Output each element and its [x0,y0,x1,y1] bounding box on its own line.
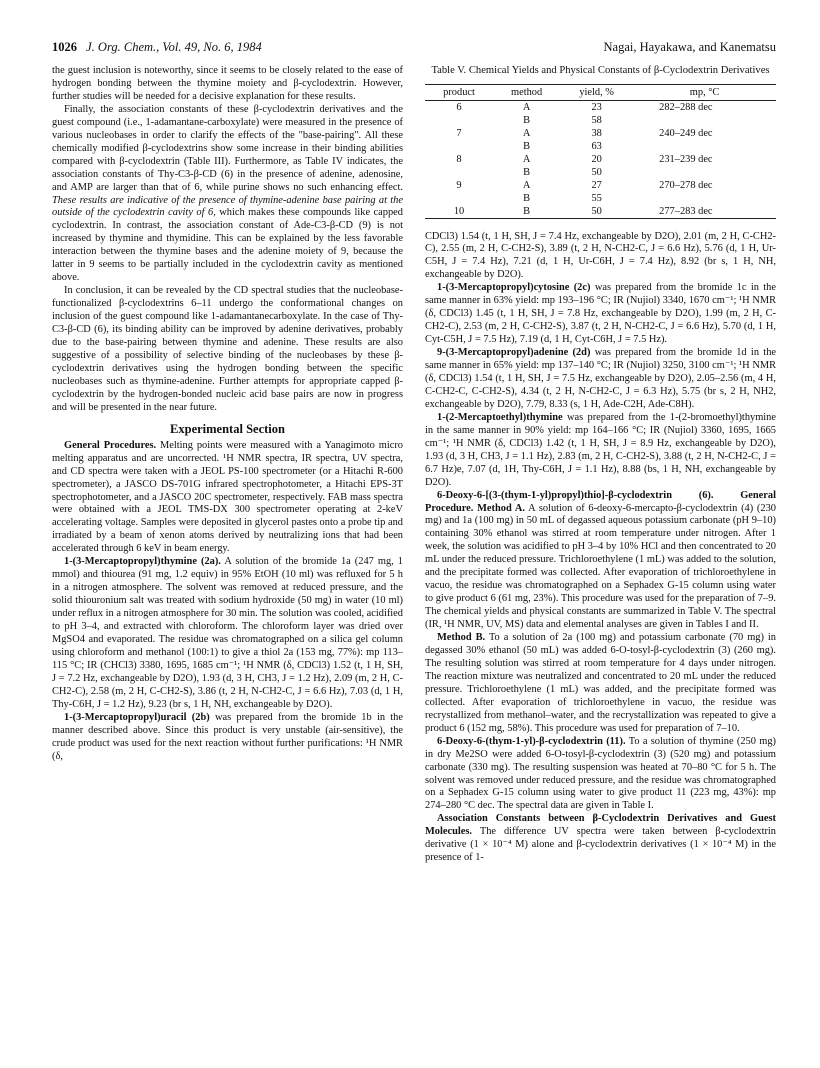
paragraph [52,712,403,764]
table-cell: 240–249 dec [659,127,713,139]
table-cell: 50 [560,205,633,219]
paragraph [52,440,403,557]
paragraph: the guest inclusion is noteworthy, since it seems to be closely related to the ease of hydrogen bonding between the thymine moiety and β-cyclodextrin. However, further studies will be needed for a decisive explanation for these results. [52,65,403,102]
table-cell: A [522,127,531,139]
table-cell [633,140,776,153]
text-run: The difference UV spectra were taken between β-cyclodextrin derivative (1 × 10⁻⁴ M) alone and β-cyclodextrin derivatives (1 × 10⁻⁴ M) in the presence of 1- [425,826,776,864]
table-row [425,114,776,127]
table-cell: 50 [591,166,602,178]
paragraph [425,347,776,412]
paragraph-heading: General Procedures. [64,439,157,451]
table-cell: 20 [591,153,602,165]
table-cell: 282–288 dec [659,101,713,113]
table-cell: 7 [456,127,462,139]
paragraph-heading: Method B. [437,632,486,644]
paragraph-heading: 1-(2-Mercaptoethyl)thymine [437,411,563,423]
paragraph: In conclusion, it can be revealed by the CD spectral studies that the nucleobase-functionalized β-cyclodextrins 6–11 undergo the conformational changes on inclusion of the guest compound like 1-adamantanecarboxylate. In the case of Thy-C3-β-CD (6), its binding ability can be improved by adenine derivatives, probably due to the base-pairing between thymine and adenine. These results are also suggestive of a possibility of selective binding of the nucleobases by these β-cyclodextrin derivatives using the hydrogen bonding between the specific nucleobases such as thymine-adenine. Further attempts for appropriate capped β-cyclodextrin by the hydrogen-bonded nucleic acid base pairs are now in progress and will be presented in the near future. [52,285,403,413]
table-title: Table V. Chemical Yields and Physical Constants of β-Cyclodextrin Derivatives [431,65,770,76]
paragraph [52,104,403,285]
table-cell: 10 [425,205,493,219]
paragraph [425,813,776,865]
paragraph [425,632,776,736]
header-authors: Nagai, Hayakawa, and Kanematsu [603,40,776,54]
paragraph-heading: 9-(3-Mercaptopropyl)adenine (2d) [437,347,591,359]
table-cell: 58 [591,114,602,126]
page-header [52,40,776,55]
paragraph [425,412,776,490]
paragraph [425,490,776,632]
table-row [425,166,776,179]
paragraph [425,282,776,347]
right-column [425,65,776,865]
column-header: yield, % [560,84,633,100]
table-cell [633,192,776,205]
table-cell [425,166,493,179]
column-header: product [425,84,493,100]
text-run: was prepared from the bromide 1c in the same manner in 63% yield: mp 193–196 °C; IR (Nujiol) 3340, 1670 cm⁻¹; ¹H NMR (δ, CDCl3) 1.45 (t, 1 H, SH, J = 7.8 Hz, exchangeable by D2O), 1.99 (m, 2 H, C-CH2-C), 2.53 (m, 2 H, C-CH2-S), 3.87 (t, 2 H, N-CH2-C, J = 6.6 Hz), 5.70 (d, 1 H, Cyt-C5H, J = 7.5 Hz), 7.19 (d, 1 H, Cyt-C6H, J = 7.5 Hz). [425,282,776,346]
text-run: was prepared from the bromide 1d in the same manner in 65% yield: mp 137–140 °C; IR (Nujiol) 3250, 3100 cm⁻¹; ¹H NMR (δ, CDCl3) 1.54 (t, 1 H, SH, J = 7.5 Hz, exchangeable by D2O), 2.05–2.56 (m, 4 H, C-CH2-C, C-CH2-S), 4.34 (t, 2 H, N-CH2-C, J = 6.3 Hz), 5.75 (br s, 2 H, NH2, exchangeable by D2O), 7.79, 8.33 (s, 1 H, Ade-C2H, Ade-C8H). [425,347,777,410]
table-row [425,205,776,219]
table-cell [633,114,776,127]
text-run: To a solution of thymine (250 mg) in dry Me2SO were added 6-O-tosyl-β-cyclodextrin (3) (520 mg) and potassium carbonate (330 mg). The resulting suspension was heated at 70–80 °C for 5 h. The solvent was removed under reduced pressure, and the residue was chromatographed on a Sephadex G-15 column using water to give product 11 (223 mg, 43%): mp 274–280 °C dec. The spectral data are given in Table I. [425,735,776,812]
text-run: Melting points were measured with a Yanagimoto micro melting apparatus and are uncorrected. ¹H NMR spectra, IR spectra, UV spectra, and CD spectra were taken with a JEOL PS-100 spectrometer (or a Hitachi R-600 spectrometer), a JASCO DS-701G infrared spectrophotometer, a Hitachi EPS-3T spectrophotometer, and a JASCO 20C spectrometer, respectively. FAB mass spectra were obtained with a JEOL TMS-DX 300 spectrometer operating at 2-keV accelerating voltage. Samples were deposited in glycerol pastes onto a probe tip and irradiated by a beam of xenon atoms derived by neutralizing ions that had been accelerated through 6 keV in beam energy. [52,439,403,555]
table-cell: A [522,153,531,165]
table-cell: 55 [591,192,602,204]
two-column-body [52,65,776,865]
table-cell: 8 [456,153,462,165]
yields-table [425,84,776,219]
table-cell: 6 [456,101,462,113]
paragraph-heading: 1-(3-Mercaptopropyl)uracil (2b) [64,711,210,723]
table-header-row [425,84,776,100]
table-cell: A [522,179,531,191]
table-cell: 277–283 dec [633,205,776,219]
paragraph-heading: 6-Deoxy-6-(thym-1-yl)-β-cyclodextrin (11). [437,735,626,747]
text-run: A solution of the bromide 1a (247 mg, 1 mmol) and thiourea (91 mg, 1.2 equiv) in 95% EtOH (10 ml) was refluxed for 5 h in a nitrogen atmosphere. The solvent was removed at reduced pressure, and the solid thiouronium salt was treated with sodium hydroxide (50 mg) in water (10 ml) under reflux in a nitrogen atmosphere for 30 min. The solution was cooled, acidified to pH 3–4, and extracted with chloroform. The chloroform layer was dried over MgSO4 and evaporated. The residue was chromatographed on a silica gel column using chloroform and methanol (100:1) to give a thiol 2a (153 mg, 77%): mp 113–115 °C; IR (CHCl3) 3380, 1695, 1685 cm⁻¹; ¹H NMR (δ, CDCl3) 1.52 (t, 1 H, SH, J = 7.2 Hz, exchangeable by D2O), 1.93 (d, 3 H, CH3, J = 1.2 Hz), 2.09 (m, 2 H, C-CH2-C), 2.58 (m, 2 H, C-CH2-S), 3.86 (t, 2 H, N-CH2-C, J = 6.6 Hz), 7.03 (d, 1 H, Thy-C6H, J = 1.2 Hz), 9.23 (br s, 1 H, NH, exchangeable by D2O). [52,556,403,710]
table-cell: B [523,140,531,152]
text-run: which makes these compounds like capped cyclodextrin. In contrast, the association constant of Ade-C3-β-CD (9) is not increased by thymine and thymidine. This can be explained by the less favorable interaction between the thymine bases and the adenine moiety of 9, because the latter in 9 seems to be partially included in the cyclodextrin cavity as mentioned above. [52,207,403,284]
table-cell: B [523,166,531,178]
table-cell: 270–278 dec [659,179,713,191]
table-cell: 63 [591,140,602,152]
table-cell: B [523,192,531,204]
table-cell: 38 [591,127,602,139]
table-cell [425,192,493,205]
table-cell: 27 [591,179,602,191]
text-run: was prepared from the 1-(2-bromoethyl)thymine in the same manner in 90% yield: mp 164–166 °C; IR (Nujiol) 3360, 1695, 1665 cm⁻¹; ¹H NMR (δ, CDCl3) 1.42 (t, 1 H, SH, J = 8.9 Hz, exchangeable by D2O), 1.93 (d, 3 H, CH3, J = 1.1 Hz), 2.83 (m, 2 H, C-CH2-S), 3.88 (t, 2 H, N-CH2-C, J = 6.7 Hz)e, 7.07 (d, 1H, Thy-C6H, J = 1.1 Hz), 8.88 (bs, 1 H, NH, exchangeable by D2O). [425,411,776,488]
paragraph [425,736,776,814]
table-row [425,127,776,140]
table-row [425,140,776,153]
paragraph-heading: 1-(3-Mercaptopropyl)cytosine (2c) [437,282,591,294]
table-cell: B [523,114,531,126]
table-row [425,100,776,114]
paragraph: CDCl3) 1.54 (t, 1 H, SH, J = 7.4 Hz, exchangeable by D2O), 2.01 (m, 2 H, C-CH2-C), 2.55 (m, 2 H, C-CH2-S), 3.89 (t, 2 H, N-CH2-C, J = 6.6 Hz), 5.76 (d, 1 H, Ur-C5H, J = 7.4 Hz), 7.21 (d, 1 H, Ur-C6H, J = 7.4 Hz), 8.92 (br s, 1 H, NH, exchangeable by D2O). [425,230,776,281]
table-cell: A [522,101,531,113]
paragraph-heading: Association Constants between β-Cyclodextrin Derivatives and Guest Molecules. [425,813,776,838]
table-row [425,192,776,205]
table-cell: B [493,205,560,219]
paragraph-heading: 1-(3-Mercaptopropyl)thymine (2a). [64,556,221,568]
page-number: 1026 [52,40,77,54]
table-cell [633,166,776,179]
paragraph [52,556,403,711]
column-header: mp, °C [633,84,776,100]
table-row [425,179,776,192]
emphasis-text: These results are indicative of the presence of thymine-adenine base pairing at the outside of the cyclodextrin cavity of 6, [52,194,403,219]
left-column [52,65,403,865]
journal-citation: J. Org. Chem., Vol. 49, No. 6, 1984 [86,40,262,54]
table-cell [425,140,493,153]
text-run: A solution of 6-deoxy-6-mercapto-β-cyclodextrin (4) (230 mg) and 1a (100 mg) in 50 mL of degassed aqueous potassium carbonate (pH 9–10) containing 30% ethanol was stirred at room temperature under nitrogen. After 1 week, the solution was acidified to pH 3–4 by 10% HCl and then concentrated to 20 mL under the reduced pressure. Trichloroethylene (1 mL) was added to the solution, and the precipitate formed was collected. After evaporation of trichloroethylene in vacuo, the residue was chromatographed on a Sephadex G-15 column using water to give product 6 (61 mg, 23%). This procedure was used for the preparation of 7–9. The chemical yields and physical constants are summarized in Table V. The spectral (IR, ¹H NMR, UV, MS) data and elemental analyses are given in Tables I and II. [425,502,776,631]
table-cell: 23 [591,101,602,113]
text-run: was prepared from the bromide 1b in the manner described above. Since this product is very unstable (air-sensitive), the crude product was used for the next reaction without further purifications: ¹H NMR (δ, [52,711,403,762]
header-left [52,40,262,55]
table-row [425,153,776,166]
table-cell: 9 [456,179,462,191]
text-run: To a solution of 2a (100 mg) and potassium carbonate (70 mg) in degassed 30% ethanol (50 mL) was added 6-O-tosyl-β-cyclodextrin (3) (260 mg). The resulting solution was stirred at room temperature for 4 days under nitrogen. The reaction mixture was neutralized and concentrated to 20 mL under the reduced pressure. Trichloroethylene (1 mL) was added, and the precipitate formed was collected. After evaporation of trichloroethylene in vacuo, the residue was recrystallized from methanol–water, and the recrystallization was repeated to give a product 6 (152 mg, 58%). This procedure was used for preparation of 7–10. [425,632,776,734]
paragraph-heading: 6-Deoxy-6-[(3-(thym-1-yl)propyl)thio]-β-cyclodextrin (6). General Procedure. Method A. [425,489,776,514]
column-header: method [493,84,560,100]
table-cell [425,114,493,127]
text-run: Finally, the association constants of these β-cyclodextrin derivatives and the guest compound (i.e., 1-adamantane-carboxylate) were measured in the presence of various nucleobases in order to clarify the effects of the "base-pairing". All these chemically modified β-cyclodextrins show some increase in their binding abilities compared with β-cyclodextrin (Table III). Furthermore, as Table IV indicates, the association constants of Thy-C3-β-CD (6) in the presence of adenine, adenosine, and AMP are larger than that of 6, while purine shows no such enhancing effect. [52,103,403,193]
section-title: Experimental Section [170,421,285,436]
table-cell: 231–239 dec [659,153,713,165]
